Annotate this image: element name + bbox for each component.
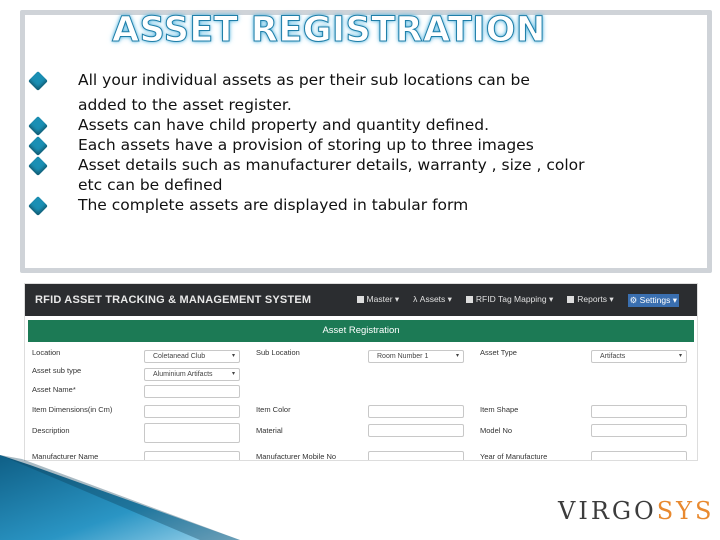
chevron-down-icon: ▾: [678, 353, 682, 359]
bullet-line: The complete assets are displayed in tabular form: [28, 195, 668, 215]
asset-form: [25, 342, 697, 461]
nav-master[interactable]: Master ▾: [357, 294, 400, 307]
label-asset-name: Asset Name*: [32, 385, 76, 394]
asset-name-input[interactable]: [144, 385, 240, 398]
label-item-shape: Item Shape: [480, 405, 519, 414]
nav-menu: [357, 294, 697, 307]
bullet-continuation: added to the asset register.: [78, 96, 292, 114]
bullet-icon: [28, 71, 48, 91]
year-of-manufacture-input[interactable]: [591, 451, 687, 461]
bullet-icon: [28, 136, 48, 156]
bullet-continuation: etc can be defined: [78, 176, 223, 194]
label-year-of-manufacture: Year of Manufacture: [480, 452, 548, 461]
label-manufacturer-name: Manufacturer Name: [32, 452, 99, 461]
label-location: Location: [32, 348, 61, 357]
chevron-down-icon: ▾: [231, 353, 235, 359]
label-asset-type: Asset Type: [480, 348, 517, 357]
description-textarea[interactable]: [144, 423, 240, 443]
virgosys-logo: VIRGOSYS: [558, 497, 715, 525]
chevron-down-icon: ▾: [455, 353, 459, 359]
nav-assets[interactable]: λ Assets ▾: [413, 293, 452, 304]
panel-title: Asset Registration: [28, 320, 694, 342]
sub-location-select[interactable]: Room Number 1 ▾: [368, 350, 464, 363]
bullet-icon: [28, 196, 48, 216]
bullet-line: Asset details such as manufacturer details, warranty , size , color: [28, 155, 668, 175]
asset-sub-type-select[interactable]: Aluminium Artifacts ▾: [144, 368, 240, 381]
item-dimensions-input[interactable]: [144, 405, 240, 418]
label-description: Description: [32, 426, 70, 435]
item-shape-input[interactable]: [591, 405, 687, 418]
decorative-wedge: [0, 455, 240, 540]
location-select[interactable]: Coletanead Club ▾: [144, 350, 240, 363]
person-icon: λ: [413, 293, 418, 304]
nav-settings[interactable]: ⚙ Settings ▾: [629, 294, 677, 305]
label-sub-location: Sub Location: [256, 348, 300, 357]
label-item-color: Item Color: [256, 405, 291, 414]
bullet-icon: [28, 116, 48, 136]
nav-reports[interactable]: Reports ▾: [567, 294, 613, 307]
app-navbar: [25, 284, 697, 316]
label-asset-sub-type: Asset sub type: [32, 366, 82, 375]
nav-rfid-tag-mapping[interactable]: RFID Tag Mapping ▾: [466, 294, 553, 307]
slide-title: ASSET REGISTRATION: [112, 10, 546, 50]
item-color-input[interactable]: [368, 405, 464, 418]
manufacturer-mobile-input[interactable]: [368, 451, 464, 461]
label-model-no: Model No: [480, 426, 513, 435]
bullet-list: [28, 70, 668, 215]
chevron-down-icon: ▾: [231, 371, 235, 377]
label-item-dimensions: Item Dimensions(in Cm): [32, 405, 113, 414]
gear-icon: ⚙: [629, 294, 638, 305]
reports-icon: [567, 296, 574, 303]
material-input[interactable]: [368, 424, 464, 437]
bullet-line: Each assets have a provision of storing up to three images: [28, 135, 668, 155]
app-brand: RFID ASSET TRACKING & MANAGEMENT SYSTEM: [35, 294, 312, 306]
tag-icon: [466, 296, 473, 303]
label-material: Material: [256, 426, 283, 435]
asset-type-select[interactable]: Artifacts ▾: [591, 350, 687, 363]
label-manufacturer-mobile: Manufacturer Mobile No: [256, 452, 337, 461]
bullet-icon: [28, 156, 48, 176]
model-no-input[interactable]: [591, 424, 687, 437]
app-screenshot: [24, 283, 698, 461]
bullet-line: Assets can have child property and quantity defined.: [28, 115, 668, 135]
bullet-line: All your individual assets as per their sub locations can be: [28, 70, 668, 90]
master-icon: [357, 296, 364, 303]
